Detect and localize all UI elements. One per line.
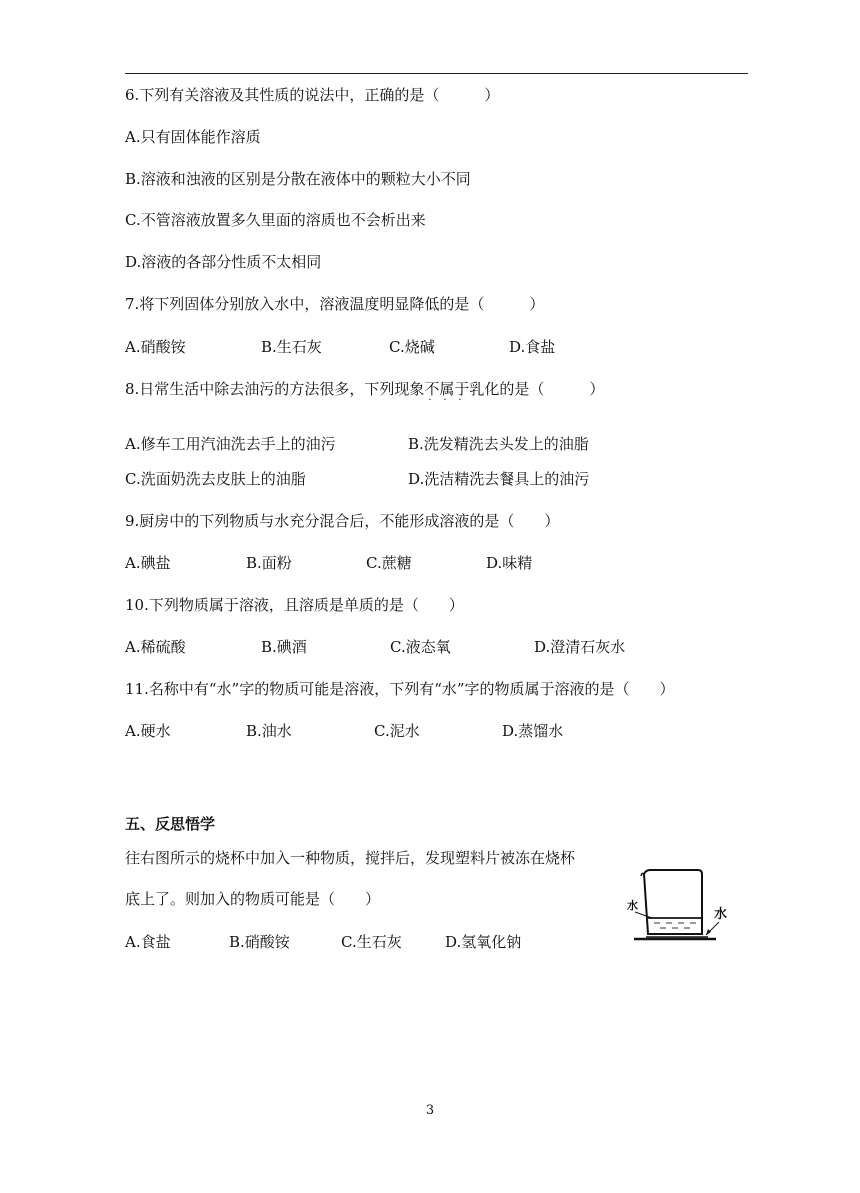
section5-option-d: D.氢氧化钠 xyxy=(445,933,522,951)
q8-stem-post: 乳化的是（ ） xyxy=(469,380,605,398)
q10-option-c: C.液态氧 xyxy=(390,638,451,656)
section5-option-c: C.生石灰 xyxy=(341,933,402,951)
q10-stem: 10.下列物质属于溶液，且溶质是单质的是（ ） xyxy=(125,596,464,614)
q9-option-b: B.面粉 xyxy=(246,554,292,572)
q8-stem xyxy=(125,379,605,406)
q8-option-c: C.洗面奶洗去皮肤上的油脂 xyxy=(125,470,306,488)
q7-stem: 7.将下列固体分别放入水中，溶液温度明显降低的是（ ） xyxy=(125,295,545,313)
q11-option-d: D.蒸馏水 xyxy=(502,722,564,740)
header-rule xyxy=(125,73,748,74)
q10-option-b: B.碘酒 xyxy=(261,638,307,656)
q6-stem: 6.下列有关溶液及其性质的说法中，正确的是（ ） xyxy=(125,86,500,104)
beaker-figure xyxy=(624,866,748,946)
q11-option-c: C.泥水 xyxy=(374,722,420,740)
beaker-label-right: 水 xyxy=(714,907,728,922)
q8-stem-pre: 8.日常生活中除去油污的方法很多，下列现象 xyxy=(125,380,425,398)
q7-option-a: A.硝酸铵 xyxy=(125,338,186,356)
q9-option-a: A.碘盐 xyxy=(125,554,171,572)
section5-title: 五、反思悟学 xyxy=(125,815,216,833)
section5-option-a: A.食盐 xyxy=(125,933,171,951)
section5-question-line2: 底上了。则加入的物质可能是（ ） xyxy=(125,890,381,908)
q8-option-d: D.洗洁精洗去餐具上的油污 xyxy=(408,470,590,488)
q7-option-c: C.烧碱 xyxy=(389,338,435,356)
q10-option-a: A.稀硫酸 xyxy=(125,638,186,656)
q7-option-b: B.生石灰 xyxy=(261,338,322,356)
q9-option-c: C.蔗糖 xyxy=(366,554,412,572)
q9-stem: 9.厨房中的下列物质与水充分混合后，不能形成溶液的是（ ） xyxy=(125,512,560,530)
section5-option-b: B.硝酸铵 xyxy=(229,933,290,951)
q11-stem: 11.名称中有“水”字的物质可能是溶液，下列有“水”字的物质属于溶液的是（ ） xyxy=(125,680,675,698)
beaker-label-left: 水 xyxy=(627,899,638,912)
q6-option-c: C.不管溶液放置多久里面的溶质也不会析出来 xyxy=(125,211,426,229)
q6-option-b: B.溶液和浊液的区别是分散在液体中的颗粒大小不同 xyxy=(125,170,471,188)
q6-option-d: D.溶液的各部分性质不太相同 xyxy=(125,253,322,271)
section5-question-line1: 往右图所示的烧杯中加入一种物质，搅拌后，发现塑料片被冻在烧杯 xyxy=(125,849,576,867)
q8-option-a: A.修车工用汽油洗去手上的油污 xyxy=(125,435,336,453)
q11-option-a: A.硬水 xyxy=(125,722,171,740)
q11-option-b: B.油水 xyxy=(246,722,292,740)
page-number: 3 xyxy=(425,1103,435,1118)
q8-option-b: B.洗发精洗去头发上的油脂 xyxy=(408,435,589,453)
q6-option-a: A.只有固体能作溶质 xyxy=(125,128,261,146)
q9-option-d: D.味精 xyxy=(486,554,533,572)
q8-stem-emphasis: 不属于 · · · xyxy=(424,380,470,406)
q7-option-d: D.食盐 xyxy=(509,338,556,356)
q10-option-d: D.澄清石灰水 xyxy=(534,638,626,656)
